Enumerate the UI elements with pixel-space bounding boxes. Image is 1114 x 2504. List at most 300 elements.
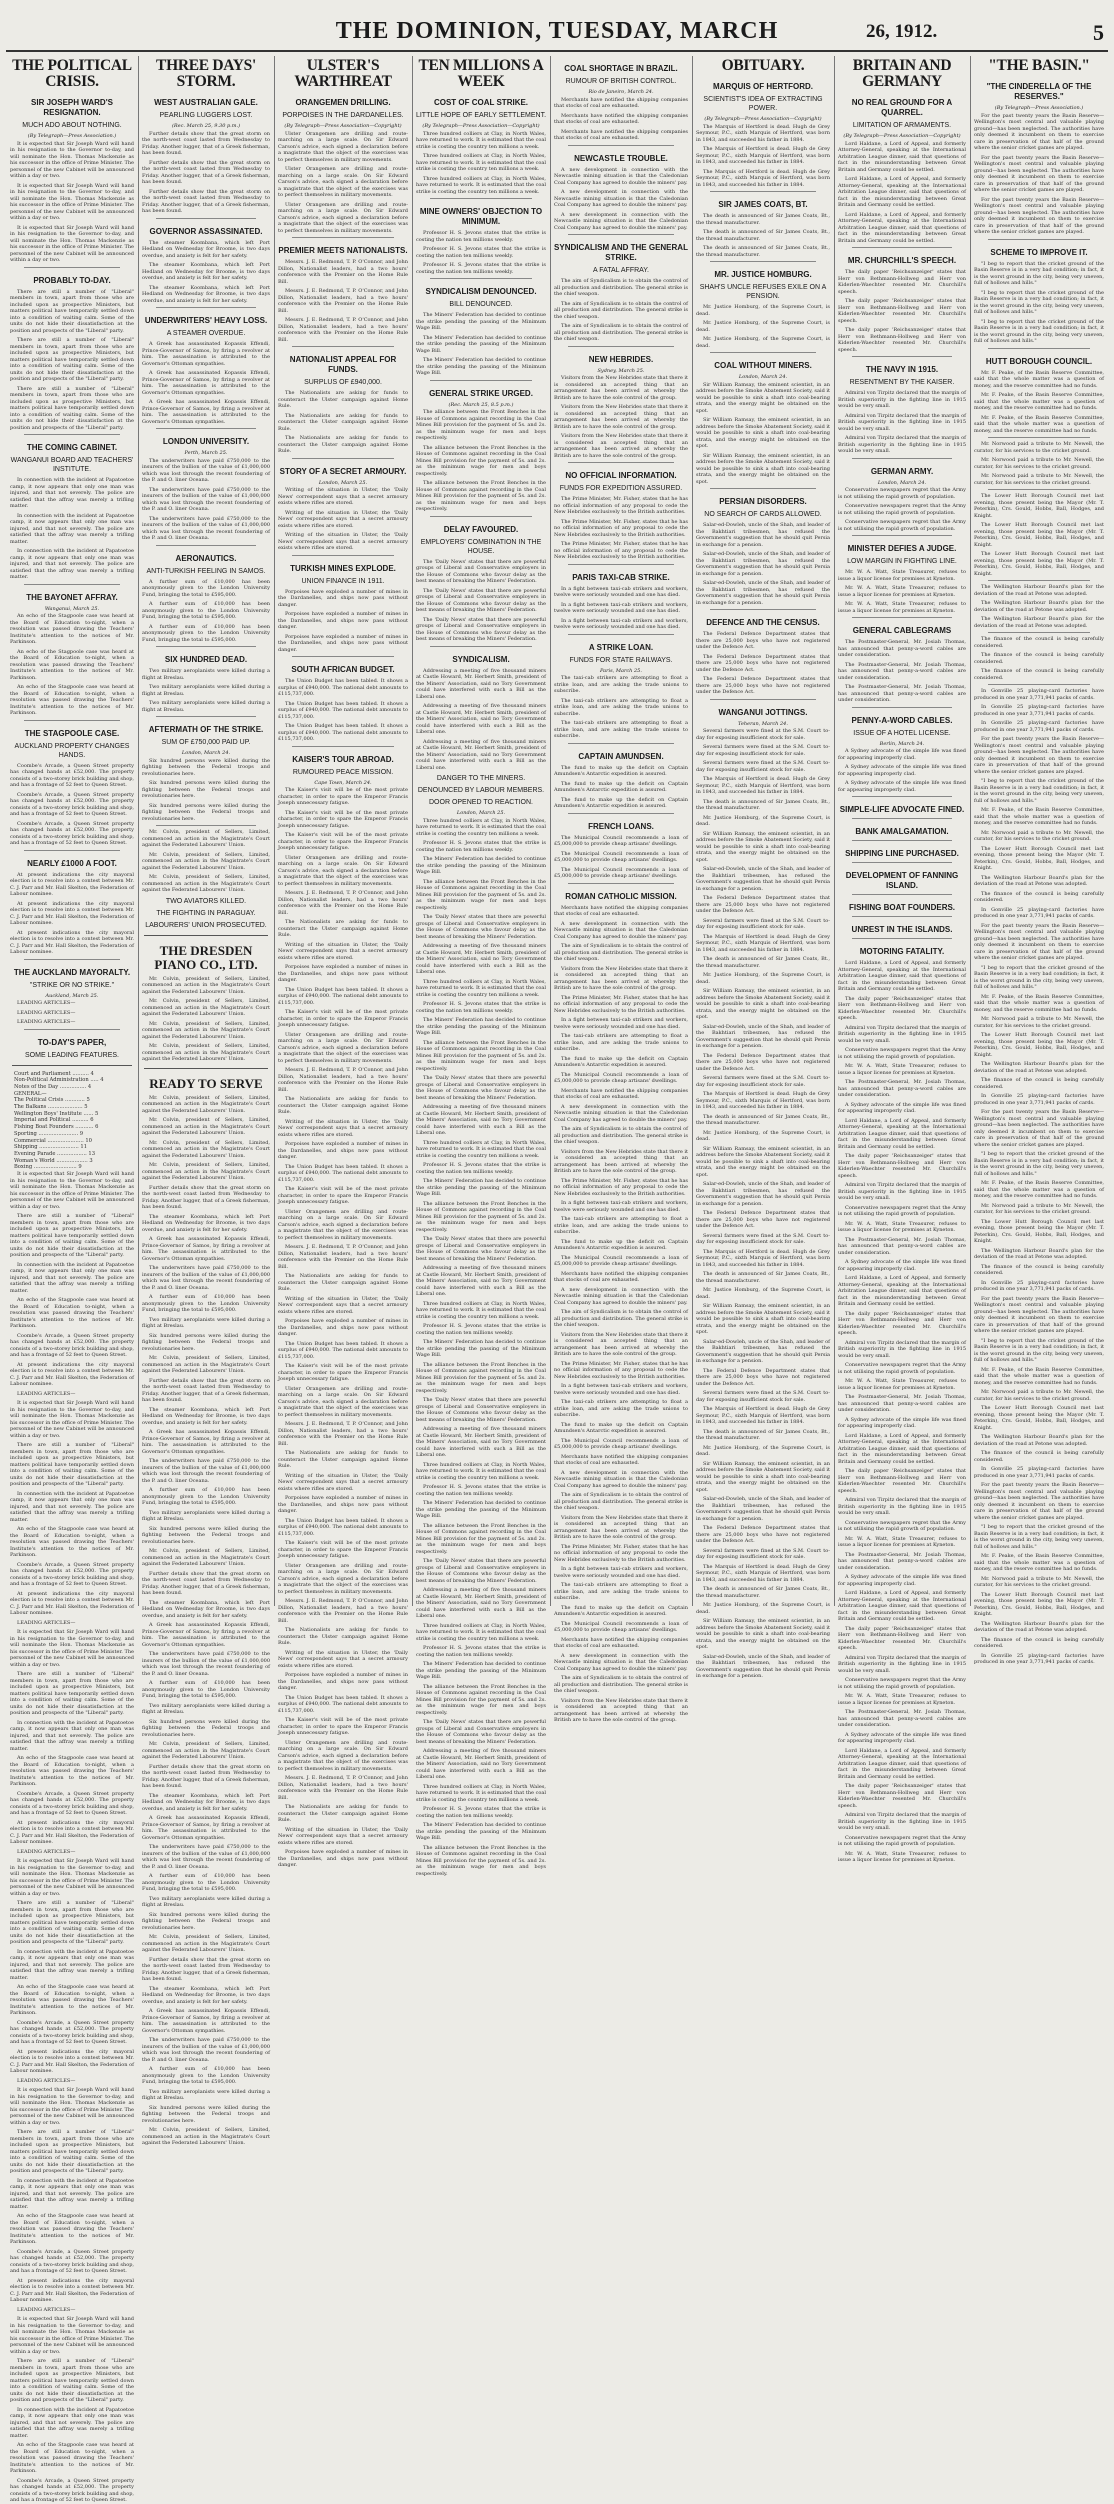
subheading: SYNDICALISM DENOUNCED. (425, 287, 537, 296)
article-paragraph: The Nationalists are asking for funds to counteract the Ulster campaign against Home Rule. (278, 919, 408, 938)
article-paragraph: A Greek has assassinated Kopassis Effendi, Prince-Governor of Samos, by firing a revolver at him. The assassination is attributed to the Governor's Ottoman sympathies. (142, 1622, 270, 1648)
advertisement-text: Mr. Colvin, president of Sellers, Limited, commenced an action in the Magistrate's Court against the Federated Labourers' Union. (142, 1162, 270, 1181)
article-paragraph: In a fight between taxi-cab strikers and workers, twelve were seriously wounded and one has died. (554, 601, 688, 614)
byline: (By Telegraph—Press Association—Copyright) (422, 123, 540, 129)
subheading: SHIPPING LINE PURCHASED. (845, 849, 959, 858)
article-paragraph: In connection with the incident at Papatoetoe camp, it now appears that only one man was injured, and that not severely. The police are satisfied that the affray was merely a trifling matter. (10, 512, 134, 545)
article-paragraph: The death is announced of Sir James Coats, Bt., the thread manufacturer. (696, 245, 830, 258)
article-paragraph: Sir William Ramsay, the eminent scientist, in an address before the Smoke Abatement Society, said it would be possible to sink a shaft into coal-bearing strata, and the energy might be obtained on the spot. (696, 830, 830, 863)
subheading: NO REAL GROUND FOR A QUARREL. (851, 98, 953, 117)
contents-entry: Wellington Boys' Institute ...... 5 (14, 1110, 99, 1117)
article-paragraph: There are still a number of "Liberal" members in town, apart from those who are included upon as prospective Ministers, but matters political have temporarily settled down into a condition of waiting calm. Some of the units do not hide their dissatisfaction at the position and prospects of the "Liberal" party. (10, 1900, 134, 1946)
subheading: UNDERWRITERS' HEAVY LOSS. (144, 316, 268, 325)
article-paragraph: The Union Budget has been tabled. It shows a surplus of £940,000. The national debt amounts to £115,737,000. (278, 678, 408, 697)
article-paragraph: Coombe's Arcade, a Queen Street property has changed hands at £52,000. The property consists of a two-storey brick building and shop, and has a frontage of 52 feet to Queen Street. (10, 1561, 134, 1588)
article-paragraph: In connection with the incident at Papatoetoe camp, it now appears that only one man was injured, and that not severely. The police are satisfied that the affray was merely a trifling matter. (10, 1490, 134, 1523)
article-paragraph: Six hundred persons were killed during the fighting between the Federal troops and revolutionaries here. (142, 1332, 270, 1352)
section-rule (852, 938, 952, 939)
article-paragraph: Mr. F. Peake, of the Basin Reserve Committee, said that the whole matter was a question of money, and the reserve committee had no funds. (974, 807, 1104, 826)
deck: SCIENTIST'S IDEA OF EXTRACTING POWER. (703, 96, 823, 112)
article-paragraph: Ulster Orangemen are drilling and route-marching on a large scale. On Sir Edward Carson's advice, each signed a declaration before a magistrate that the object of the exercises was to perfect themselves in military movements. (278, 130, 408, 163)
article-paragraph: The death is announced of Sir James Coats, Bt., the thread manufacturer. (696, 798, 830, 811)
article-paragraph: There are still a number of "Liberal" members in town, apart from those who are included upon as prospective Ministers, but matters political have temporarily settled down into a condition of waiting calm. Some of the units do not hide their dissatisfaction at the position and prospects of the "Liberal" party. (10, 385, 134, 431)
article-paragraph: Visitors from the New Hebrides state that there it is considered an accepted thing that an arrangement has been arrived at whereby the British are to have the sole control of the group. (554, 1331, 688, 1357)
article-paragraph: Three hundred colliers at Clay, in North Wales, have returned to work. It is estimated that the coal strike is costing the country ten millions a week. (416, 1139, 546, 1159)
article-paragraph: The underwriters have paid £750,000 to the insurers of the bullion of the value of £1,000,000 which was lost through the recent foundering of the P. and O. liner Oceana. (142, 515, 270, 541)
article-paragraph: The 'Daily News' states that there are powerful groups of Liberal and Conservative employers in the House of Commons who favour delay as the best means of breaking the Miners' Federation. (416, 1397, 546, 1423)
article-paragraph: Two military aeroplanists were killed during a flight at Breslau. (142, 1895, 270, 1908)
article-paragraph: Coombe's Arcade, a Queen Street property has changed hands at £52,000. The property consists of a two-storey brick building and shop, and has a frontage of 52 feet to Queen Street. (10, 2477, 134, 2504)
article-paragraph: The finance of the council is being carefully considered. (974, 636, 1104, 649)
article-paragraph: A Greek has assassinated Kopassis Effendi, Prince-Governor of Samos, by firing a revolver at him. The assassination is attributed to the Governor's Ottoman sympathies. (142, 1815, 270, 1841)
contents-entry: GENERAL— (14, 1090, 47, 1097)
subheading: GERMAN ARMY. (870, 466, 934, 476)
article-paragraph: The taxi-cab strikers are attempting to float a strike loan, and are asking the trade unions to subscribe. (554, 1582, 688, 1601)
section-rule (852, 458, 952, 459)
article-paragraph: An echo of the Stagpoole case was heard at the Board of Education to-night, when a resolution was passed drawing the Teachers' Institute's attention to the notices of Mr. Parkinson. (10, 2442, 134, 2475)
section-rule (852, 535, 952, 536)
article-paragraph: The Prime Minister, Mr. Fisher, states that he has no official information of any proposal to cede the New Hebrides exclusively to the British authorities. (554, 496, 688, 515)
article-paragraph: The Marquis of Hertford is dead. Hugh de Grey Seymour, P.C., sixth Marquis of Hertford, was born in 1843, and succeeded his father in 1884. (696, 1248, 830, 1268)
article-paragraph: The Wellington Harbour Board's plan for the deviation of the road at Petone was adopted. (974, 1061, 1104, 1074)
article-paragraph: Three hundred colliers at Clay, in North Wales, have returned to work. It is estimated that the coal strike is costing the country ten millions a week. (416, 817, 546, 837)
subheading: NEWCASTLE TROUBLE. (574, 153, 668, 163)
article-paragraph: Mr. F. Peake, of the Basin Reserve Committee, said that the whole matter was a question of money, and the reserve committee had no funds. (974, 414, 1104, 434)
article-paragraph: Professor H. S. Jevons states that the strike is costing the nation ten millions weekly. (416, 1645, 546, 1658)
article-paragraph: Coombe's Arcade, a Queen Street property has changed hands at £52,000. The property consists of a two-storey brick building and shop, and has a frontage of 52 feet to Queen Street. (10, 820, 134, 846)
article-paragraph: Addressing a meeting of five thousand miners at Castle Howard, Mr. Herbert Smith, president of the Miners' Association, said no Tory Government could have interfered with such a Bill as the Liberal one. (416, 1748, 546, 1780)
contents-entry: The Political Crisis ............ 5 (14, 1097, 90, 1104)
article-paragraph: Sir William Ramsay, the eminent scientist, in an address before the Smoke Abatement Society, said it would be possible to sink a shaft into coal-bearing strata, and the energy might be obtained on the spot. (696, 381, 830, 414)
article-paragraph: Professor H. S. Jevons states that the strike is costing the nation ten millions weekly. (416, 840, 546, 853)
article-paragraph: The Municipal Council recommends a loan of £5,000,000 to provide cheap artisans' dwellings. (554, 1071, 688, 1084)
deck: A FATAL AFFRAY. (592, 267, 650, 274)
subheading: ROMAN CATHOLIC MISSION. (565, 891, 677, 901)
section-rule (568, 634, 674, 635)
article-paragraph: In Gonville 25 playing-card factories have produced in one year 3,771,941 packs of cards. (974, 906, 1104, 919)
article-paragraph: Porpoises have exploded a number of mines in the Dardanelles, and ships now pass without danger. (278, 588, 408, 608)
article-paragraph: Mr. W. A. Watt, State Treasurer, refuses to issue a liquor license for premises at Kyneton. (838, 585, 966, 598)
article-paragraph: The Nationalists are asking for funds to counteract the Ulster campaign against Home Rule. (278, 1804, 408, 1823)
advertisement-text: Mr. Colvin, president of Sellers, Limited, commenced an action in the Magistrate's Court against the Federated Labourers' Union. (142, 1139, 270, 1159)
column-3 (274, 56, 413, 1868)
headline: OBITUARY. (721, 57, 805, 74)
article-paragraph: It is expected that Sir Joseph Ward will hand in his resignation to the Governor to-day, and will nominate the Hon. Thomas Mackenzie as his successor in the office of Prime Minister. The personnel of the new Cabinet will be announced within a day or two. (10, 1171, 134, 1210)
article-paragraph: Mr. Justice Homburg, of the Supreme Court, is dead. (696, 1602, 830, 1615)
section-rule (156, 545, 256, 546)
section-rule (144, 935, 268, 936)
deck: DANGER TO THE MINERS. (436, 775, 526, 782)
article-paragraph: Porpoises have exploded a number of mines in the Dardanelles, and ships now pass without danger. (278, 1495, 408, 1514)
article-paragraph: Mr. Colvin, president of Sellers, Limited, commenced an action in the Magistrate's Court against the Federated Labourers' Union. (142, 2127, 270, 2146)
article-paragraph: The steamer Koombana, which left Port Hedland on Wednesday for Broome, is two days overdue, and anxiety is felt for her safety. (142, 1213, 270, 1233)
article-paragraph: Mr. Colvin, president of Sellers, Limited, commenced an action in the Magistrate's Court against the Federated Labourers' Union. (142, 851, 270, 871)
article-paragraph: The alliance between the Front Benches in the House of Commons against recording in the Coal Mines Bill provision for the payment of 5s. and 2s. as the minimum wage for men and boys respectively. (416, 1039, 546, 1072)
article-paragraph: "I beg to report that the cricket ground of the Basin Reserve is in a very bad condition; in fact, it is the worst ground in the city, being very uneven, full of hollows and hills." (974, 1151, 1104, 1177)
article-paragraph: Lord Haldane, a Lord of Appeal, and formerly Attorney-General, speaking at the International Arbitration League dinner, said that questions of fact in the misunderstanding between Great Britain and Germany could be settled. (838, 1590, 966, 1622)
subheading: "THE CINDERELLA OF THE RESERVES." (986, 82, 1092, 101)
article-paragraph: The Federal Defence Department states that there are 25,000 boys who have not registered under the Defence Act. (696, 653, 830, 673)
article-paragraph: The Lower Hutt Borough Council met last evening, those present being the Mayor (Mr. T. Peterkin), Crs. Gould, Hobbs, Ball, Hodges, and Knight. (974, 1405, 1104, 1431)
article-paragraph: Merchants have notified the shipping companies that stocks of coal are exhausted. (554, 1087, 688, 1100)
article-paragraph: The 'Daily News' states that there are powerful groups of Liberal and Conservative employers in the House of Commons who favour delay as the best means of breaking the Miners' Federation. (416, 1558, 546, 1584)
article-paragraph: The aim of Syndicalism is to obtain the control of all production and distribution. The general strike is the chief weapon. (554, 300, 688, 320)
article-paragraph: Salar-ed-Dowleh, uncle of the Shah, and leader of the Bakhtiari tribesmen, has refused the Government's suggestion that he should quit Persia in exchange for a pension. (696, 1496, 830, 1522)
deck: NO SEARCH OF CARDS ALLOWED. (704, 511, 822, 518)
section-rule (292, 555, 394, 556)
article-paragraph: Several farmers were fined at the S.M. Court to-day for exposing insufficient stock for sale. (696, 917, 830, 930)
subheading: MARQUIS OF HERTFORD. (713, 82, 813, 91)
article-paragraph: The alliance between the Front Benches in the House of Commons against recording in the Coal Mines Bill provision for the payment of 5s. and 2s. as the minimum wage for men and boys respectively. (416, 409, 546, 441)
article-paragraph: The underwriters have paid £750,000 to the insurers of the bullion of the value of £1,000,000 which was lost through the recent foundering of the P. and O. liner Oceana. (142, 1458, 270, 1484)
article-paragraph: Mr. F. Peake, of the Basin Reserve Committee, said that the whole matter was a question of money, and the reserve committee had no funds. (974, 392, 1104, 411)
article-paragraph: The 'Daily News' states that there are powerful groups of Liberal and Conservative employers in the House of Commons who favour delay as the best means of breaking the Miners' Federation. (416, 1719, 546, 1745)
section-rule (156, 428, 256, 429)
article-paragraph: Admiral von Tirpitz declared that the margin of British superiority in the fighting line in 1915 would be very small. (838, 1024, 966, 1044)
article-paragraph: The Nationalists are asking for funds to counteract the Ulster campaign against Home Rule. (278, 1273, 408, 1292)
deck: SURPLUS OF £940,000. (304, 379, 382, 386)
section-rule (852, 617, 952, 618)
article-paragraph: Writing of the situation in Ulster, the 'Daily News' correspondent says that a secret armoury exists where rifles are stored. (278, 1118, 408, 1138)
section-rule (568, 462, 674, 463)
article-paragraph: The Municipal Council recommends a loan of £5,000,000 to provide cheap artisans' dwellings. (554, 866, 688, 879)
article-paragraph: "I beg to report that the cricket ground of the Basin Reserve is in a very bad condition; in fact, it is the worst ground in the city, being very uneven, full of hollows and hills." (974, 964, 1104, 990)
article-paragraph: Lord Haldane, a Lord of Appeal, and formerly Attorney-General, speaking at the International Arbitration League dinner, said that questions of fact in the misunderstanding between Great Britain and Germany could be settled. (838, 1275, 966, 1307)
article-paragraph: The taxi-cab strikers are attempting to float a strike loan, and are asking the trade unions to subscribe. (554, 720, 688, 739)
section-rule (292, 237, 394, 238)
article-paragraph: Three hundred colliers at Clay, in North Wales, have returned to work. It is estimated that the coal strike is costing the country ten millions a week. (416, 1622, 546, 1642)
article-paragraph: Writing of the situation in Ulster, the 'Daily News' correspondent says that a secret armoury exists where rifles are stored. (278, 509, 408, 529)
article-paragraph: Porpoises have exploded a number of mines in the Dardanelles, and ships now pass without danger. (278, 1672, 408, 1691)
article-paragraph: The alliance between the Front Benches in the House of Commons against recording in the Coal Mines Bill provision for the payment of 5s. and 2s. as the minimum wage for men and boys respectively. (416, 1200, 546, 1233)
masthead-title: THE DOMINION, TUESDAY, MARCH (335, 18, 779, 44)
article-paragraph: Mr. Justice Homburg, of the Supreme Court, is dead. (696, 1129, 830, 1142)
article-paragraph: Mr. Justice Homburg, of the Supreme Court, is dead. (696, 304, 830, 317)
article-paragraph: A further sum of £10,000 has been anonymously given to the London University Fund, bringing the total to £595,000. (142, 1487, 270, 1506)
article-paragraph: The Marquis of Hertford is dead. Hugh de Grey Seymour, P.C., sixth Marquis of Hertford, was born in 1843, and succeeded his father in 1884. (696, 168, 830, 188)
article-paragraph: A further sum of £10,000 has been anonymously given to the London University Fund, bringing the total to £595,000. (142, 1873, 270, 1892)
deck: LITTLE HOPE OF EARLY SETTLEMENT. (415, 112, 547, 119)
article-paragraph: Conservative newspapers regret that the Army is not utilising the rapid growth of population. (838, 487, 966, 500)
column-6 (692, 56, 835, 1679)
subheading: SYNDICALISM. (452, 654, 510, 664)
article-paragraph: Addressing a meeting of five thousand miners at Castle Howard, Mr. Herbert Smith, president of the Miners' Association, said no Tory Government could have interfered with such a Bill as the Liberal one. (416, 1587, 546, 1619)
article-paragraph: Professor H. S. Jevons states that the strike is costing the nation ten millions weekly. (416, 1001, 546, 1014)
article-paragraph: For the past twenty years the Basin Reserve—Wellington's most central and valuable playing ground—has been neglected. The authorities have only deemed it incumbent on them to exercise care in preservation of that half of the ground where the senior cricket games are played. (974, 154, 1104, 193)
article-paragraph: Professor H. S. Jevons states that the strike is costing the nation ten millions weekly. (416, 1323, 546, 1336)
article-paragraph: The Nationalists are asking for funds to counteract the Ulster campaign against Home Rule. (278, 1450, 408, 1469)
article-paragraph: Conservative newspapers regret that the Army is not utilising the rapid growth of population. (838, 1362, 966, 1375)
deck: UNION FINANCE IN 1911. (301, 577, 385, 585)
section-rule (24, 850, 120, 851)
deck: PEARLING LUGGERS LOST. (159, 112, 253, 119)
article-paragraph: The fund to make up the deficit on Captain Amundsen's Antarctic expedition is assured. (554, 764, 688, 777)
subheading: SCHEME TO IMPROVE IT. (990, 247, 1088, 257)
article-paragraph: LEADING ARTICLES— (17, 1019, 76, 1025)
subheading: BANK AMALGAMATION. (855, 827, 949, 836)
subheading: AFTERMATH OF THE STRIKE. (148, 725, 264, 734)
article-paragraph: Mr. Norwood paid a tribute to Mr. Newell, the curator, for his services to the cricket ground. (974, 1575, 1104, 1588)
article-paragraph: The daily paper 'Reichsanzeiger' states that Herr von Bethmann-Hollweg and Herr von Kiderlen-Waechter resented Mr. Churchill's speech. (838, 1310, 966, 1336)
article-paragraph: The Lower Hutt Borough Council met last evening, those present being the Mayor (Mr. T. Peterkin), Crs. Gould, Hobbs, Ball, Hodges, and Knight. (974, 1218, 1104, 1244)
article-paragraph: In connection with the incident at Papatoetoe camp, it now appears that only one man was injured, and that not severely. The police are satisfied that the affray was merely a trifling matter. (10, 548, 134, 580)
section-rule (852, 818, 952, 819)
article-paragraph: The Prime Minister, Mr. Fisher, states that he has no official information of any proposal to cede the New Hebrides exclusively to the British authorities. (554, 994, 688, 1014)
section-rule (568, 234, 674, 235)
article-paragraph: The Union Budget has been tabled. It shows a surplus of £940,000. The national debt amounts to £115,737,000. (278, 723, 408, 742)
article-paragraph: The Marquis of Hertford is dead. Hugh de Grey Seymour, P.C., sixth Marquis of Hertford, was born in 1843, and succeeded his father in 1884. (696, 933, 830, 953)
article-paragraph: The Miners' Federation has decided to continue the strike pending the passing of the Minimum Wage Bill. (416, 1017, 546, 1036)
article-paragraph: Addressing a meeting of five thousand miners at Castle Howard, Mr. Herbert Smith, president of the Miners' Association, said no Tory Government could have interfered with such a Bill as the Liberal one. (416, 667, 546, 700)
article-paragraph: There are still a number of "Liberal" members in town, apart from those who are included upon as prospective Ministers, but matters political have temporarily settled down into a condition of waiting calm. Some of the units do not hide their dissatisfaction at the position and prospects of the "Liberal" party. (10, 2358, 134, 2404)
article-paragraph: In connection with the incident at Papatoetoe camp, it now appears that only one man was injured, and that not severely. The police are satisfied that the affray was merely a trifling matter. (10, 477, 134, 509)
article-paragraph: The Union Budget has been tabled. It shows a surplus of £940,000. The national debt amounts to £115,737,000. (278, 986, 408, 1006)
headline: ULSTER'S WARTHREAT (294, 57, 392, 90)
article-paragraph: The steamer Koombana, which left Port Hedland on Wednesday for Broome, is two days overdue, and anxiety is felt for her safety. (142, 262, 270, 281)
article-paragraph: The Municipal Council recommends a loan of £5,000,000 to provide cheap artisans' dwellings. (554, 850, 688, 863)
deck: LIMITATION OF ARMAMENTS. (852, 122, 952, 129)
article-paragraph: Ulster Orangemen are drilling and route-marching on a large scale. On Sir Edward Carson's advice, each signed a declaration before a magistrate that the object of the exercises was to perfect themselves in military movements. (278, 854, 408, 887)
article-paragraph: The steamer Koombana, which left Port Hedland on Wednesday for Broome, is two days overdue, and anxiety is felt for her safety. (142, 1792, 270, 1812)
article-paragraph: A new development in connection with the Newcastle mining situation is that the Caledonian Coal Company has agreed to double the miners' pay. (554, 1103, 688, 1123)
subheading: THE STAGPOOLE CASE. (24, 728, 120, 738)
section-rule (852, 247, 952, 248)
article-paragraph: The finance of the council is being carefully considered. (974, 668, 1104, 681)
article-paragraph: The Federal Defence Department states that there are 25,000 boys who have not registered under the Defence Act. (696, 1525, 830, 1544)
article-paragraph: The fund to make up the deficit on Captain Amundsen's Antarctic expedition is assured. (554, 796, 688, 809)
article-paragraph: A new development in connection with the Newcastle mining situation is that the Caledonian Coal Company has agreed to double the miners' pay. (554, 920, 688, 940)
article-paragraph: Two military aeroplanists were killed during a flight at Breslau. (142, 684, 270, 697)
article-paragraph: Merchants have notified the shipping companies that stocks of coal are exhausted. (554, 904, 688, 917)
article-paragraph: Writing of the situation in Ulster, the 'Daily News' correspondent says that a secret armoury exists where rifles are stored. (278, 1472, 408, 1492)
byline: (Rec. March 25, 8.5 p.m.) (448, 401, 514, 408)
article-paragraph: The daily paper 'Reichsanzeiger' states that Herr von Bethmann-Hollweg and Herr von Kiderlen-Waechter resented Mr. Churchill's speech. (838, 269, 966, 295)
article-paragraph: The Lower Hutt Borough Council met last evening, those present being the Mayor (Mr. T. Peterkin), Crs. Gould, Hobbs, Ball, Hodges, and Knight. (974, 1032, 1104, 1058)
article-paragraph: In connection with the incident at Papatoetoe camp, it now appears that only one man was injured, and that not severely. The police are satisfied that the affray was merely a trifling matter. (10, 1719, 134, 1752)
section-rule (710, 261, 816, 262)
article-paragraph: Several farmers were fined at the S.M. Court to-day for exposing insufficient stock for sale. (696, 744, 830, 757)
article-paragraph: The Miners' Federation has decided to continue the strike pending the passing of the Minimum Wage Bill. (416, 1178, 546, 1197)
article-paragraph: The Wellington Harbour Board's plan for the deviation of the road at Petone was adopted. (974, 616, 1104, 629)
article-paragraph: Lord Haldane, a Lord of Appeal, and formerly Attorney-General, speaking at the International Arbitration League dinner, said that questions of fact in the misunderstanding between Great Britain and Germany could be settled. (838, 1432, 966, 1465)
contents-entry: Non-Political Administration ..... 4 (14, 1077, 104, 1084)
article-paragraph: An echo of the Stagpoole case was heard at the Board of Education to-night, when a resolution was passed drawing the Teachers' Institute's attention to the notices of Mr. Parkinson. (10, 1755, 134, 1788)
article-paragraph: Visitors from the New Hebrides state that there it is considered an accepted thing that an arrangement has been arrived at whereby the British are to have the sole control of the group. (554, 1697, 688, 1723)
article-paragraph: Salar-ed-Dowleh, uncle of the Shah, and leader of the Bakhtiari tribesmen, has refused the Government's suggestion that he should quit Persia in exchange for a pension. (696, 1653, 830, 1679)
article-paragraph: The Union Budget has been tabled. It shows a surplus of £940,000. The national debt amounts to £115,737,000. (278, 1163, 408, 1183)
article-paragraph: Mr. W. A. Watt, State Treasurer, refuses to issue a liquor license for premises at Kyneton. (838, 569, 966, 582)
article-paragraph: Admiral von Tirpitz declared that the margin of British superiority in the fighting line in 1915 would be very small. (838, 1339, 966, 1359)
article-paragraph: The Postmaster-General, Mr. Josiah Thomas, has announced that penny-a-word cables are under consideration. (838, 684, 966, 703)
article-paragraph: For the past twenty years the Basin Reserve—Wellington's most central and valuable playing ground—has been neglected. The authorities have only deemed it incumbent on them to exercise care in preservation of that half of the ground where the senior cricket games are played. (974, 112, 1104, 151)
article-paragraph: Sir William Ramsay, the eminent scientist, in an address before the Smoke Abatement Society, said it would be possible to sink a shaft into coal-bearing strata, and the energy might be obtained on the spot. (696, 1460, 830, 1493)
article-paragraph: In connection with the incident at Papatoetoe camp, it now appears that only one man was injured, and that not severely. The police are satisfied that the affray was merely a trifling matter. (10, 2177, 134, 2210)
byline: London, March 24. (738, 374, 788, 380)
article-paragraph: The underwriters have paid £750,000 to the insurers of the bullion of the value of £1,000,000 which was lost through the recent foundering of the P. and O. liner Oceana. (142, 1265, 270, 1291)
article-paragraph: In Gonville 25 playing-card factories have produced in one year 3,771,941 packs of cards. (974, 1279, 1104, 1292)
article-paragraph: Ulster Orangemen are drilling and route-marching on a large scale. On Sir Edward Carson's advice, each signed a declaration before a magistrate that the object of the exercises was to perfect themselves in military movements. (278, 201, 408, 234)
advertisement-text: Mr. Colvin, president of Sellers, Limited, commenced an action in the Magistrate's Court against the Federated Labourers' Union. (142, 1043, 270, 1062)
article-paragraph: Mr. W. A. Watt, State Treasurer, refuses to issue a liquor license for premises at Kyneton. (838, 1220, 966, 1233)
article-paragraph: The Federal Defence Department states that there are 25,000 boys who have not registered under the Defence Act. (696, 895, 830, 914)
article-paragraph: Six hundred persons were killed during the fighting between the Federal troops and revolutionaries here. (142, 1525, 270, 1545)
subheading: DEVELOPMENT OF FANNING ISLAND. (845, 871, 959, 890)
deck: PORPOISES IN THE DARDANELLES. (282, 112, 404, 119)
article-paragraph: A new development in connection with the Newcastle mining situation is that the Caledonian Coal Company has agreed to double the miners' pay. (554, 211, 688, 231)
column-8 (970, 56, 1108, 1665)
article-paragraph: Sir William Ramsay, the eminent scientist, in an address before the Smoke Abatement Society, said it would be possible to sink a shaft into coal-bearing strata, and the energy might be obtained on the spot. (696, 1145, 830, 1178)
article-paragraph: The Municipal Council recommends a loan of £5,000,000 to provide cheap artisans' dwellings. (554, 834, 688, 847)
article-paragraph: Professor H. S. Jevons states that the strike is costing the nation ten millions weekly. (416, 1162, 546, 1175)
subheading: SIR JOSEPH WARD'S RESIGNATION. (31, 98, 113, 117)
article-paragraph: The fund to make up the deficit on Captain Amundsen's Antarctic expedition is assured. (554, 780, 688, 793)
article-paragraph: The Union Budget has been tabled. It shows a surplus of £940,000. The national debt amounts to £115,737,000. (278, 700, 408, 720)
article-paragraph: For the past twenty years the Basin Reserve—Wellington's most central and valuable playing ground—has been neglected. The authorities have only deemed it incumbent on them to exercise care in preservation of that half of the ground where the senior cricket games are played. (974, 1109, 1104, 1148)
section-rule (156, 307, 256, 308)
article-paragraph: Porpoises have exploded a number of mines in the Dardanelles, and ships now pass without danger. (278, 633, 408, 653)
column-2 (138, 56, 275, 2146)
article-paragraph: Mr. Norwood paid a tribute to Mr. Newell, the curator, for his services to the cricket ground. (974, 457, 1104, 470)
article-paragraph: The Lower Hutt Borough Council met last evening, those present being the Mayor (Mr. T. Peterkin), Crs. Gould, Hobbs, Ball, Hodges, and Knight. (974, 551, 1104, 577)
headline: BRITAIN AND GERMANY (852, 57, 952, 90)
article-paragraph: In Gonville 25 playing-card factories have produced in one year 3,771,941 packs of cards. (974, 720, 1104, 733)
masthead-date-num: 26, 1912. (866, 21, 938, 42)
article-paragraph: Three hundred colliers at Clay, in North Wales, have returned to work. It is estimated that the coal strike is costing the country ten millions a week. (416, 1783, 546, 1803)
article-paragraph: The Postmaster-General, Mr. Josiah Thomas, has announced that penny-a-word cables are under consideration. (838, 1236, 966, 1256)
article-paragraph: The alliance between the Front Benches in the House of Commons against recording in the Coal Mines Bill provision for the payment of 5s. and 2s. as the minimum wage for men and boys respectively. (416, 444, 546, 477)
byline: (By Telegraph—Press Association—Copyright) (704, 116, 822, 122)
article-paragraph: Mr. F. Peake, of the Basin Reserve Committee, said that the whole matter was a question of money, and the reserve committee had no funds. (974, 1366, 1104, 1386)
article-paragraph: In Gonville 25 playing-card factories have produced in one year 3,771,941 packs of cards. (974, 1466, 1104, 1479)
article-paragraph: It is expected that Sir Joseph Ward will hand in his resignation to the Governor to-day, and will nominate the Hon. Thomas Mackenzie as his successor in the office of Prime Minister. The personnel of the new Cabinet will be announced within a day or two. (10, 140, 134, 179)
article-paragraph: Visitors from the New Hebrides state that there it is considered an accepted thing that an arrangement has been arrived at whereby the British are to have the sole control of the group. (554, 1148, 688, 1174)
article-paragraph: The aim of Syndicalism is to obtain the control of all production and distribution. The general strike is the chief weapon. (554, 1126, 688, 1145)
article-paragraph: The 'Daily News' states that there are powerful groups of Liberal and Conservative employers in the House of Commons who favour delay as the best means of breaking the Miners' Federation. (416, 558, 546, 584)
subheading: NATIONALIST APPEAL FOR FUNDS. (289, 355, 397, 374)
article-paragraph: Merchants have notified the shipping companies that stocks of coal are exhausted. (554, 112, 688, 125)
article-paragraph: The aim of Syndicalism is to obtain the control of all production and distribution. The general strike is the chief weapon. (554, 1492, 688, 1511)
article-paragraph: The death is announced of Sir James Coats, Bt., the thread manufacturer. (696, 1586, 830, 1599)
subheading: THE AUCKLAND MAYORALTY. (13, 967, 131, 977)
article-paragraph: For the past twenty years the Basin Reserve—Wellington's most central and valuable playing ground—has been neglected. The authorities have only deemed it incumbent on them to exercise care in preservation of that half of the ground where the senior cricket games are played. (974, 1482, 1104, 1521)
deck: RUMOURED PEACE MISSION. (292, 768, 394, 776)
subheading: DEFENCE AND THE CENSUS. (706, 618, 820, 627)
subheading: DELAY FAVOURED. (443, 524, 519, 534)
article-paragraph: The Prime Minister, Mr. Fisher, states that he has no official information of any proposal to cede the New Hebrides exclusively to the British authorities. (554, 541, 688, 560)
article-paragraph: Lord Haldane, a Lord of Appeal, and formerly Attorney-General, speaking at the International Arbitration League dinner, said that questions of fact in the misunderstanding between Great Britain and Germany could be settled. (838, 176, 966, 208)
article-paragraph: Messrs. J. E. Redmond, T. P. O'Connor, and John Dillon, Nationalist leaders, had a two hours' conference with the Premier on the Home Rule Bill. (278, 317, 408, 343)
article-paragraph: Conservative newspapers regret that the Army is not utilising the rapid growth of population. (838, 1047, 966, 1060)
article-paragraph: Mr. Colvin, president of Sellers, Limited, commenced an action in the Magistrate's Court against the Federated Labourers' Union. (142, 1355, 270, 1374)
article-paragraph: In a fight between taxi-cab strikers and workers, twelve were seriously wounded and one has died. (554, 1200, 688, 1213)
article-paragraph: It is expected that Sir Joseph Ward will hand in his resignation to the Governor to-day, and will nominate the Hon. Thomas Mackenzie as his successor in the office of Prime Minister. The personnel of the new Cabinet will be announced within a day or two. (10, 182, 134, 221)
article-paragraph: The alliance between the Front Benches in the House of Commons against recording in the Coal Mines Bill provision for the payment of 5s. and 2s. as the minimum wage for men and boys respectively. (416, 480, 546, 512)
subheading: PARIS TAXI-CAB STRIKE. (572, 572, 670, 582)
byline: Rio de Janeiro, March 24. (588, 89, 654, 95)
article-paragraph: There are still a number of "Liberal" members in town, apart from those who are included upon as prospective Ministers, but matters political have temporarily settled down into a condition of waiting calm. Some of the units do not hide their dissatisfaction at the position and prospects of the "Liberal" party. (10, 1442, 134, 1488)
article-paragraph: Porpoises have exploded a number of mines in the Dardanelles, and ships now pass without danger. (278, 1849, 408, 1868)
subheading: GENERAL STRIKE URGED. (429, 388, 533, 398)
article-paragraph: Mr. Norwood paid a tribute to Mr. Newell, the curator, for his services to the cricket ground. (974, 1016, 1104, 1029)
article-paragraph: Mr. Norwood paid a tribute to Mr. Newell, the curator, for his services to the cricket ground. (974, 441, 1104, 454)
article-paragraph: The Postmaster-General, Mr. Josiah Thomas, has announced that penny-a-word cables are under consideration. (838, 1079, 966, 1098)
article-paragraph: A new development in connection with the Newcastle mining situation is that the Caledonian Coal Company has agreed to double the miners' pay. (554, 166, 688, 186)
contents-entry: The Balkans ..................... 5 (14, 1104, 88, 1111)
article-paragraph: Two military aeroplanists were killed during a flight at Breslau. (142, 700, 270, 713)
section-rule (24, 959, 120, 960)
article-paragraph: The fund to make up the deficit on Captain Amundsen's Antarctic expedition is assured. (554, 1055, 688, 1068)
article-paragraph: Professor H. S. Jevons states that the strike is costing the nation ten millions weekly. (416, 1806, 546, 1819)
subheading: GOVERNOR ASSASSINATED. (149, 226, 263, 236)
article-paragraph: A Sydney advocate of the simple life was fined for appearing improperly clad. (838, 1731, 966, 1744)
section-rule (568, 346, 674, 347)
article-paragraph: The Postmaster-General, Mr. Josiah Thomas, has announced that penny-a-word cables are under consideration. (838, 1551, 966, 1571)
byline: (By Telegraph—Press Association.) (994, 105, 1084, 111)
article-paragraph: An echo of the Stagpoole case was heard at the Board of Education to-night, when a resolution was passed drawing the Teachers' Institute's attention to the notices of Mr. Parkinson. (10, 1984, 134, 2017)
article-paragraph: The 'Daily News' states that there are powerful groups of Liberal and Conservative employers in the House of Commons who favour delay as the best means of breaking the Miners' Federation. (416, 1236, 546, 1262)
article-paragraph: The Federal Defence Department states that there are 25,000 boys who have not registered under the Defence Act. (696, 1052, 830, 1072)
article-paragraph: Messrs. J. E. Redmond, T. P. O'Connor, and John Dillon, Nationalist leaders, had a two hours' conference with the Premier on the Home Rule Bill. (278, 259, 408, 285)
article-paragraph: Visitors from the New Hebrides state that there it is considered an accepted thing that an arrangement has been arrived at whereby the British are to have the sole control of the group. (554, 433, 688, 459)
article-paragraph: Merchants have notified the shipping companies that stocks of coal are exhausted. (554, 1270, 688, 1283)
deck: SOME LEADING FEATURES. (25, 1051, 119, 1059)
article-paragraph: Porpoises have exploded a number of mines in the Dardanelles, and ships now pass without danger. (278, 1318, 408, 1337)
section-rule (430, 516, 532, 517)
article-paragraph: Salar-ed-Dowleh, uncle of the Shah, and leader of the Bakhtiari tribesmen, has refused the Government's suggestion that he should quit Persia in exchange for a pension. (696, 866, 830, 892)
article-paragraph: The death is announced of Sir James Coats, Bt., the thread manufacturer. (696, 213, 830, 226)
article-paragraph: Porpoises have exploded a number of mines in the Dardanelles, and ships now pass without danger. (278, 1141, 408, 1160)
article-paragraph: The aim of Syndicalism is to obtain the control of all production and distribution. The general strike is the chief weapon. (554, 278, 688, 297)
article-paragraph: The fund to make up the deficit on Captain Amundsen's Antarctic expedition is assured. (554, 1421, 688, 1434)
article-paragraph: LEADING ARTICLES— (17, 1000, 76, 1006)
article-paragraph: The daily paper 'Reichsanzeiger' states that Herr von Bethmann-Hollweg and Herr von Kiderlen-Waechter resented Mr. Churchill's speech. (838, 1468, 966, 1494)
section-rule (852, 356, 952, 357)
article-paragraph: It is expected that Sir Joseph Ward will hand in his resignation to the Governor to-day, and will nominate the Hon. Thomas Mackenzie as his successor in the office of Prime Minister. The personnel of the new Cabinet will be announced within a day or two. (10, 1858, 134, 1897)
article-paragraph: Admiral von Tirpitz declared that the margin of British superiority in the fighting line in 1915 would be very small. (838, 1497, 966, 1516)
subheading: COAL WITHOUT MINERS. (714, 361, 812, 370)
subheading: MINISTER DEFIES A JUDGE. (847, 544, 957, 553)
article-paragraph: An echo of the Stagpoole case was heard at the Board of Education to-night, when a resolution was passed drawing the Teachers' Institute's attention to the notices of Mr. Parkinson. (10, 1526, 134, 1559)
section-rule (568, 145, 674, 146)
article-paragraph: Coombe's Arcade, a Queen Street property has changed hands at £52,000. The property consists of a two-storey brick building and shop, and has a frontage of 52 feet to Queen Street. (10, 1332, 134, 1359)
article-paragraph: Addressing a meeting of five thousand miners at Castle Howard, Mr. Herbert Smith, president of the Miners' Association, said no Tory Government could have interfered with such a Bill as the Liberal one. (416, 738, 546, 771)
article-paragraph: Several farmers were fined at the S.M. Court to-day for exposing insufficient stock for sale. (696, 728, 830, 741)
subheading: COST OF COAL STRIKE. (433, 98, 529, 107)
article-paragraph: The taxi-cab strikers are attempting to float a strike loan, and are asking the trade unions to subscribe. (554, 675, 688, 694)
subheading: UNREST IN THE ISLANDS. (851, 925, 953, 934)
article-paragraph: The aim of Syndicalism is to obtain the control of all production and distribution. The general strike is the chief weapon. (554, 1309, 688, 1328)
subheading: SIR JAMES COATS, BT. (718, 200, 808, 209)
article-paragraph: The Lower Hutt Borough Council met last evening, those present being the Mayor (Mr. T. Peterkin), Crs. Gould, Hobbs, Ball, Hodges, and Knight. (974, 493, 1104, 519)
article-paragraph: An echo of the Stagpoole case was heard at the Board of Education to-night, when a resolution was passed drawing the Teachers' Institute's attention to the notices of Mr. Parkinson. (10, 648, 134, 681)
article-paragraph: Conservative newspapers regret that the Army is not utilising the rapid growth of population. (838, 519, 966, 532)
article-paragraph: The alliance between the Front Benches in the House of Commons against recording in the Coal Mines Bill provision for the payment of 5s. and 2s. as the minimum wage for men and boys respectively. (416, 1522, 546, 1555)
article-paragraph: For the past twenty years the Basin Reserve—Wellington's most central and valuable playing ground—has been neglected. The authorities have only deemed it incumbent on them to exercise care in preservation of that half of the ground where the senior cricket games are played. (974, 196, 1104, 235)
article-paragraph: Ulster Orangemen are drilling and route-marching on a large scale. On Sir Edward Carson's advice, each signed a declaration before a magistrate that the object of the exercises was to perfect themselves in military movements. (278, 1385, 408, 1418)
article-paragraph: Several farmers were fined at the S.M. Court to-day for exposing insufficient stock for sale. (696, 1547, 830, 1560)
article-paragraph: LEADING ARTICLES— (17, 1390, 76, 1397)
article-paragraph: In connection with the incident at Papatoetoe camp, it now appears that only one man was injured, and that not severely. The police are satisfied that the affray was merely a trifling matter. (10, 1948, 134, 1981)
article-paragraph: Mr. Colvin, president of Sellers, Limited, commenced an action in the Magistrate's Court against the Federated Labourers' Union. (142, 1741, 270, 1760)
article-paragraph: A Sydney advocate of the simple life was fined for appearing improperly clad. (838, 748, 966, 761)
article-paragraph: The Union Budget has been tabled. It shows a surplus of £940,000. The national debt amounts to £115,737,000. (278, 1340, 408, 1360)
article-paragraph: Several farmers were fined at the S.M. Court to-day for exposing insufficient stock for sale. (696, 760, 830, 773)
section-rule (24, 584, 120, 585)
article-paragraph: Salar-ed-Dowleh, uncle of the Shah, and leader of the Bakhtiari tribesmen, has refused the Government's suggestion that he should quit Persia in exchange for a pension. (696, 551, 830, 577)
headline: THREE DAYS' STORM. (156, 57, 256, 90)
article-paragraph: Messrs. J. E. Redmond, T. P. O'Connor, and John Dillon, Nationalist leaders, had a two hours' conference with the Premier on the Home Rule Bill. (278, 1244, 408, 1270)
article-paragraph: At present indications the city mayoral election is to resolve into a contest between Mr. C. J. Parr and Mr. Hall Skelton, the Federation of Labour nominee. (10, 871, 134, 897)
